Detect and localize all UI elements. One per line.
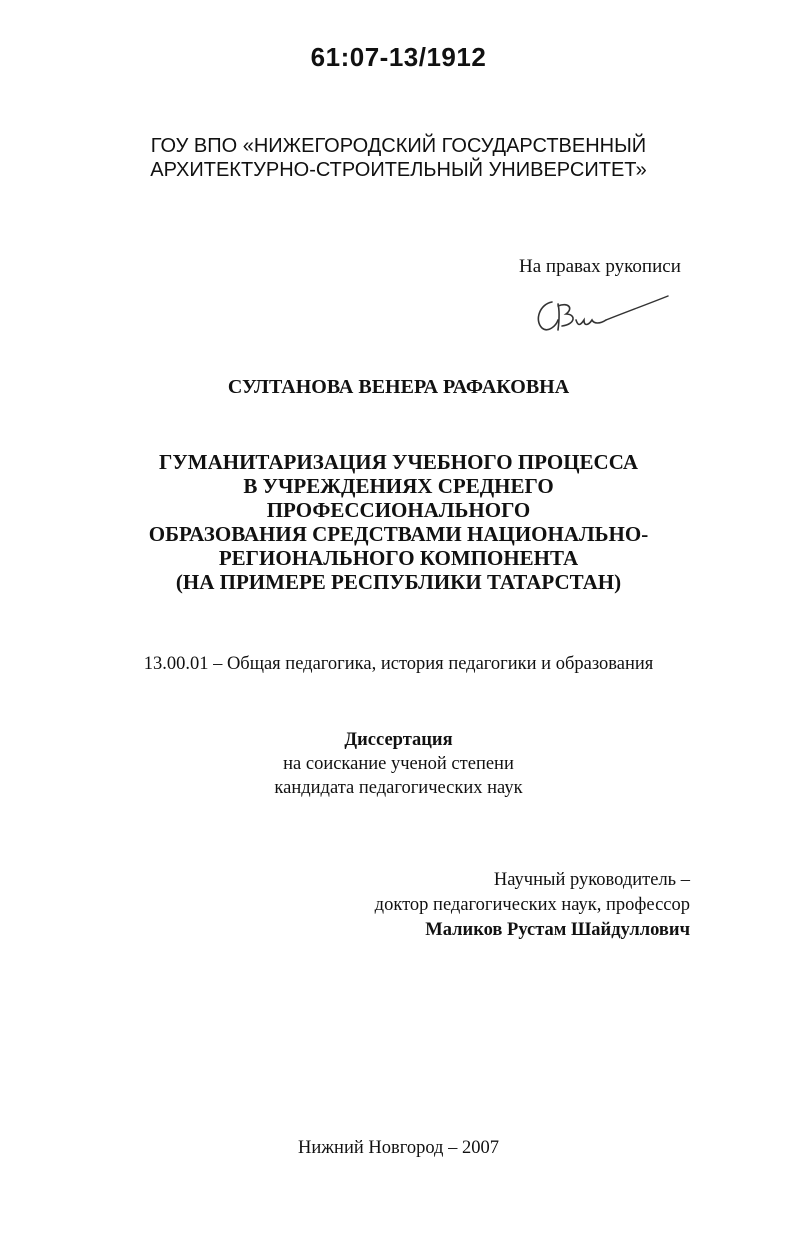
university-line-2: АРХИТЕКТУРНО-СТРОИТЕЛЬНЫЙ УНИВЕРСИТЕТ» xyxy=(150,159,647,181)
dissertation-type xyxy=(0,728,797,800)
title-line: ПРОФЕССИОНАЛЬНОГО xyxy=(266,498,531,522)
dissertation-field-line: кандидата педагогических наук xyxy=(274,778,523,798)
title-line: В УЧРЕЖДЕНИЯХ СРЕДНЕГО xyxy=(243,474,554,498)
catalog-number: 61:07-13/1912 xyxy=(310,42,487,72)
specialty-code: 13.00.01 – Общая педагогика, история педагогики и образования xyxy=(143,654,654,674)
title-line: ГУМАНИТАРИЗАЦИЯ УЧЕБНОГО ПРОЦЕССА xyxy=(158,450,639,474)
dissertation-title xyxy=(0,450,797,594)
supervisor-block xyxy=(375,868,690,943)
title-line: ОБРАЗОВАНИЯ СРЕДСТВАМИ НАЦИОНАЛЬНО- xyxy=(148,522,649,546)
supervisor-degree: доктор педагогических наук, профессор xyxy=(374,895,690,915)
university-name xyxy=(0,134,797,182)
supervisor-role: Научный руководитель – xyxy=(493,870,690,890)
author-name: СУЛТАНОВА ВЕНЕРА РАФАКОВНА xyxy=(227,376,570,398)
supervisor-name: Маликов Рустам Шайдуллович xyxy=(425,920,690,940)
handwritten-signature xyxy=(530,290,670,340)
city-year: Нижний Новгород – 2007 xyxy=(298,1138,499,1158)
university-line-1: ГОУ ВПО «НИЖЕГОРОДСКИЙ ГОСУДАРСТВЕННЫЙ xyxy=(150,135,647,157)
title-line: (НА ПРИМЕРЕ РЕСПУБЛИКИ ТАТАРСТАН) xyxy=(175,570,622,594)
manuscript-rights: На правах рукописи xyxy=(519,256,681,277)
dissertation-degree-line: на соискание ученой степени xyxy=(283,754,514,774)
dissertation-label: Диссертация xyxy=(344,730,453,750)
title-line: РЕГИОНАЛЬНОГО КОМПОНЕНТА xyxy=(218,546,579,570)
